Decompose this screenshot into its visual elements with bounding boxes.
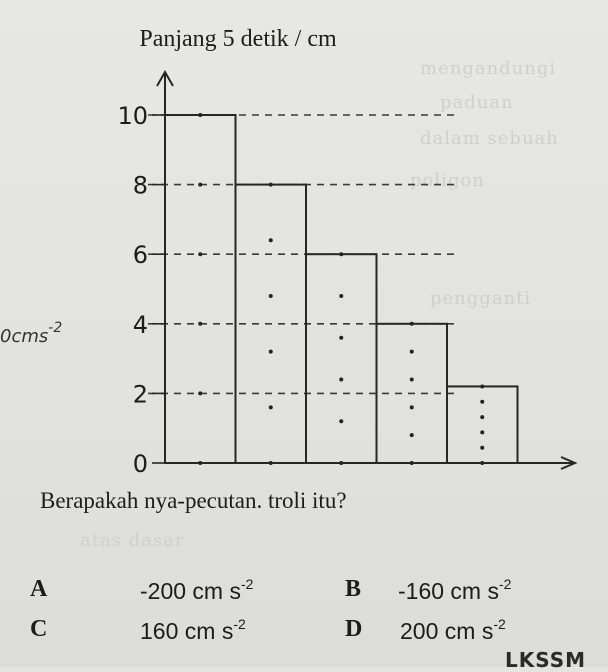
ticker-dot: [480, 400, 484, 404]
ticker-dot: [410, 377, 414, 381]
bleed-text: poligon: [410, 170, 485, 191]
y-tick-label: 8: [132, 171, 148, 200]
ticker-dot: [480, 446, 484, 450]
option-b-answer[interactable]: -160 cm $s^{-2}$: [398, 576, 512, 604]
ticker-dot: [339, 252, 343, 256]
ticker-dot: [480, 430, 484, 434]
bleed-text: mengandungi: [420, 58, 557, 79]
option-d-answer[interactable]: 200 cm $s^{-2}$: [400, 616, 506, 644]
bleed-text: pengganti: [430, 288, 532, 309]
bleed-text: dalam sebuah: [420, 128, 559, 149]
y-tick-label: 6: [132, 241, 148, 270]
ticker-dot: [198, 322, 202, 326]
option-a-letter: A: [30, 576, 48, 602]
axes: [157, 72, 575, 469]
bleed-text: atas dasar: [80, 530, 185, 551]
ticker-dots: [198, 113, 484, 465]
option-b-letter: B: [345, 576, 362, 602]
ticker-dot: [339, 294, 343, 298]
bars: [165, 115, 518, 463]
chart-title: Panjang 5 detik / cm: [139, 26, 337, 52]
y-tick-labels: [117, 102, 165, 478]
ticker-dot: [269, 294, 273, 298]
ticker-dot: [198, 113, 202, 117]
option-d-letter: D: [345, 616, 363, 642]
ticker-dot: [480, 415, 484, 419]
ticker-dot: [269, 405, 273, 409]
bar-1: [165, 115, 236, 463]
grid-lines: [148, 115, 455, 393]
ticker-dot: [339, 419, 343, 423]
ticker-dot: [198, 252, 202, 256]
ticker-dot: [339, 336, 343, 340]
question-text: Berapakah nya-pecutan. troli itu?: [40, 488, 347, 513]
bar-3: [306, 254, 377, 463]
ticker-dot: [198, 183, 202, 187]
bar-5: [447, 386, 518, 463]
ticker-dot: [269, 350, 273, 354]
bleed-text: paduan: [440, 92, 514, 113]
ticker-dot: [198, 391, 202, 395]
handwritten-note: 0cms$^{-2}$: [0, 320, 63, 347]
y-tick-label: 0: [132, 450, 148, 478]
ticker-dot: [269, 183, 273, 187]
y-tick-label: 2: [132, 380, 148, 409]
option-a-answer[interactable]: -200 cm $s^{-2}$: [140, 576, 254, 604]
ticker-dot: [410, 405, 414, 409]
y-tick-label: 4: [132, 310, 148, 339]
ticker-dot: [339, 377, 343, 381]
ticker-dot: [269, 238, 273, 242]
option-c-letter: C: [30, 616, 48, 642]
ticker-dot: [410, 433, 414, 437]
option-c-answer[interactable]: 160 cm $s^{-2}$: [140, 616, 246, 644]
footer-stamp: LKSSM: [505, 648, 587, 672]
ticker-dot: [480, 384, 484, 388]
ticker-dot: [410, 322, 414, 326]
ticker-dot: [410, 350, 414, 354]
y-tick-label: 10: [117, 102, 148, 130]
